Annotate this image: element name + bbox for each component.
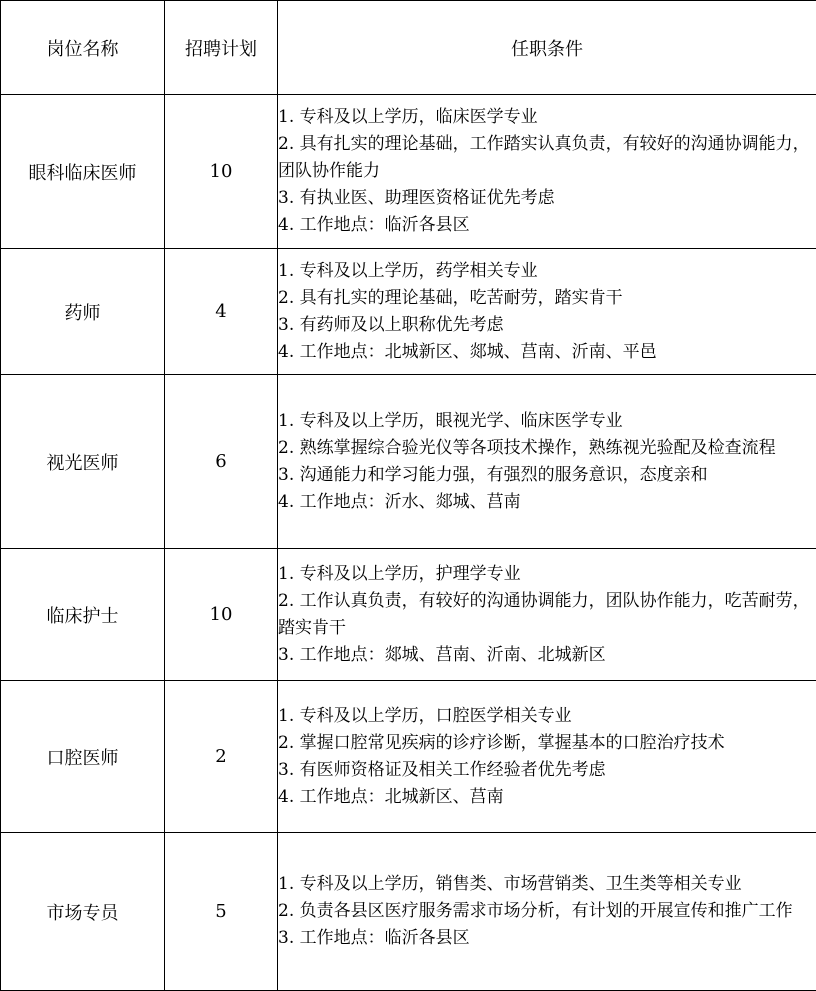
- requirements-cell: [278, 249, 816, 375]
- requirement-line: 2. 工作认真负责，有较好的沟通协调能力，团队协作能力，吃苦耐劳，踏实肯干: [278, 588, 816, 642]
- header-position: 岗位名称: [1, 1, 165, 95]
- position-name: 市场专员: [1, 833, 165, 991]
- requirement-line: 1. 专科及以上学历，临床医学专业: [278, 104, 816, 131]
- requirement-line: 2. 具有扎实的理论基础，吃苦耐劳，踏实肯干: [278, 285, 816, 312]
- requirement-line: 1. 专科及以上学历，眼视光学、临床医学专业: [278, 408, 816, 435]
- position-name: 药师: [1, 249, 165, 375]
- requirement-line: 3. 工作地点：郯城、莒南、沂南、北城新区: [278, 642, 816, 669]
- requirements-cell: [278, 833, 816, 991]
- requirement-line: 3. 有医师资格证及相关工作经验者优先考虑: [278, 757, 816, 784]
- header-row: [1, 1, 816, 95]
- requirement-line: 3. 沟通能力和学习能力强，有强烈的服务意识，态度亲和: [278, 462, 816, 489]
- plan-count: 10: [165, 549, 278, 681]
- plan-count: 4: [165, 249, 278, 375]
- requirements-cell: [278, 375, 816, 549]
- requirements-cell: [278, 549, 816, 681]
- requirement-line: 3. 有药师及以上职称优先考虑: [278, 312, 816, 339]
- plan-count: 6: [165, 375, 278, 549]
- requirement-line: 3. 有执业医、助理医资格证优先考虑: [278, 185, 816, 212]
- position-name: 临床护士: [1, 549, 165, 681]
- requirements-cell: [278, 95, 816, 249]
- requirement-line: 2. 掌握口腔常见疾病的诊疗诊断，掌握基本的口腔治疗技术: [278, 730, 816, 757]
- requirement-line: 1. 专科及以上学历，药学相关专业: [278, 258, 816, 285]
- requirement-line: 4. 工作地点：北城新区、郯城、莒南、沂南、平邑: [278, 339, 816, 366]
- position-name: 眼科临床医师: [1, 95, 165, 249]
- requirements-cell: [278, 681, 816, 833]
- requirement-line: 1. 专科及以上学历，口腔医学相关专业: [278, 703, 816, 730]
- header-plan: 招聘计划: [165, 1, 278, 95]
- table-row: [1, 249, 816, 375]
- requirement-line: 4. 工作地点：北城新区、莒南: [278, 784, 816, 811]
- table-row: [1, 375, 816, 549]
- requirement-line: 4. 工作地点：临沂各县区: [278, 212, 816, 239]
- header-requirements: 任职条件: [278, 1, 816, 95]
- requirement-line: 2. 具有扎实的理论基础，工作踏实认真负责，有较好的沟通协调能力，团队协作能力: [278, 131, 816, 185]
- requirement-line: 4. 工作地点：沂水、郯城、莒南: [278, 489, 816, 516]
- plan-count: 5: [165, 833, 278, 991]
- table-row: [1, 833, 816, 991]
- requirement-line: 3. 工作地点：临沂各县区: [278, 925, 816, 952]
- requirement-line: 2. 熟练掌握综合验光仪等各项技术操作，熟练视光验配及检查流程: [278, 435, 816, 462]
- table-row: [1, 95, 816, 249]
- plan-count: 2: [165, 681, 278, 833]
- requirement-line: 2. 负责各县区医疗服务需求市场分析，有计划的开展宣传和推广工作: [278, 898, 816, 925]
- requirement-line: 1. 专科及以上学历，护理学专业: [278, 561, 816, 588]
- table-row: [1, 549, 816, 681]
- plan-count: 10: [165, 95, 278, 249]
- requirement-line: 1. 专科及以上学历，销售类、市场营销类、卫生类等相关专业: [278, 871, 816, 898]
- position-name: 口腔医师: [1, 681, 165, 833]
- table-row: [1, 681, 816, 833]
- position-name: 视光医师: [1, 375, 165, 549]
